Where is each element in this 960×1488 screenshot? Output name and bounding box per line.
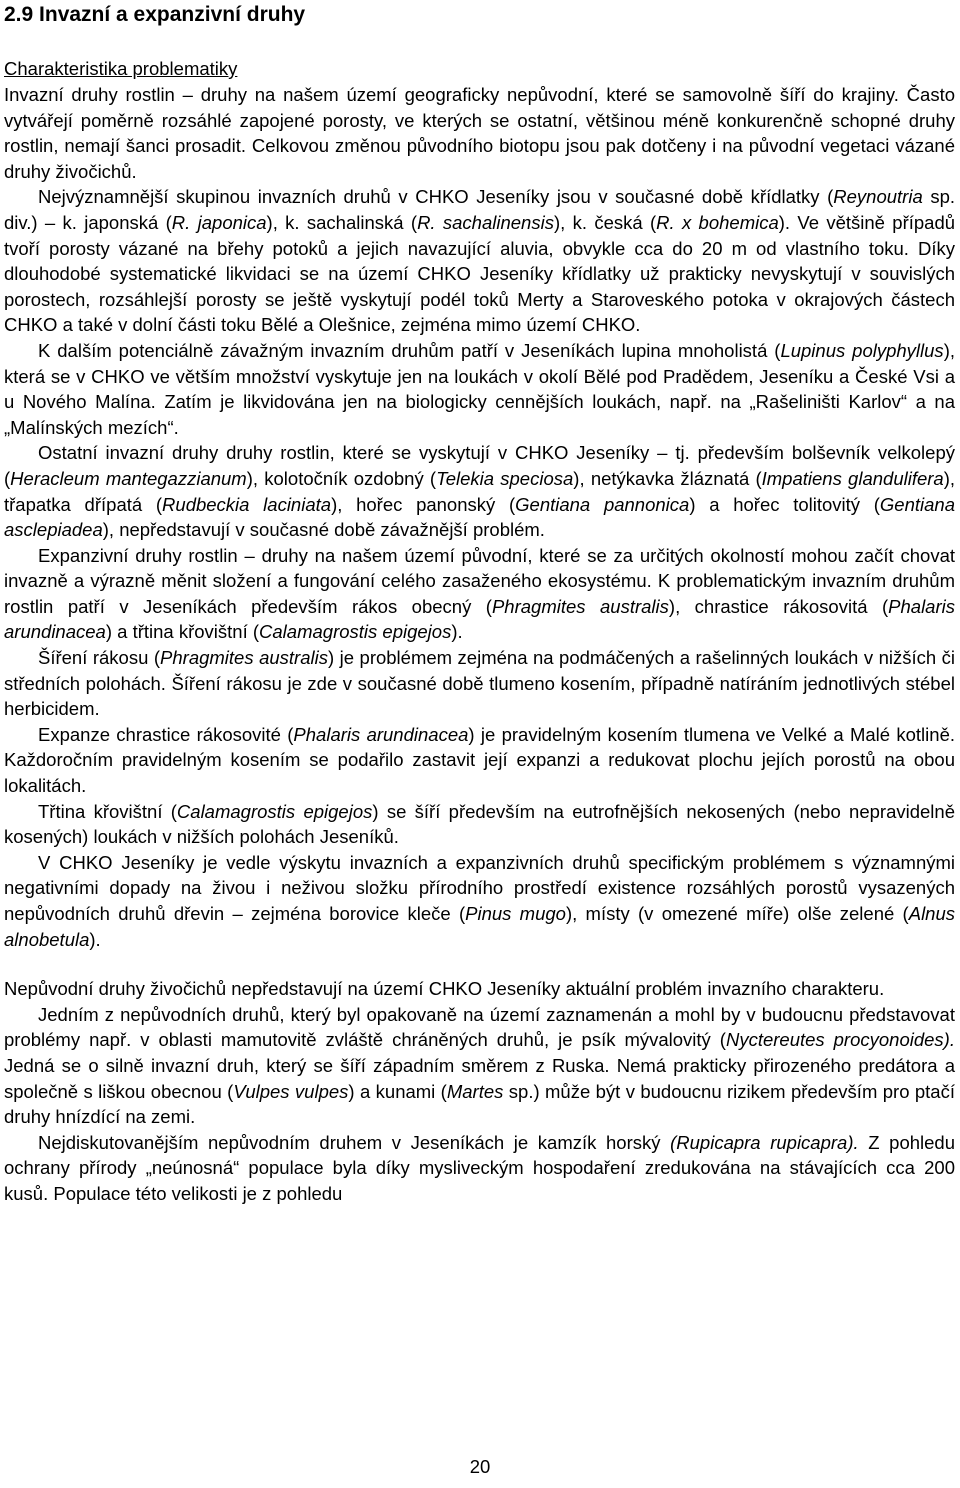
paragraph-expansive-definition: Expanzivní druhy rostlin – druhy na našem území původní, které se za určitých okolností mohou začít chovat invazně a výrazně měnit složení a fungování celého zasaženého ekosystému. K problematickým invazním druhům rostlin patří v Jeseníkách především rákos obecný (Phragmites australis), chrastice rákosovitá (Phalaris arundinacea) a třtina křovištní (Calamagrostis epigejos). <box>4 544 955 643</box>
paragraph-raccoon-dog: Jedním z nepůvodních druhů, který byl opakovaně na území zaznamenán a mohl by v budoucnu představovat problémy např. v oblasti mamutovitě zvláště chráněných druhů, je psík mývalovitý (Nyctereutes procyonoides). Jedná se o silně invazní druh, který se šíří západním směrem z Ruska. Nemá prakticky přirozeného predátora a společně s liškou obecnou (Vulpes vulpes) a kunami (Martes sp.) může být v budoucnu rizikem především pro ptačí druhy hnízdící na zemi. <box>4 1003 955 1128</box>
latin-name: R. japonica <box>171 211 267 233</box>
latin-name: Calamagrostis epigejos <box>259 621 452 643</box>
latin-name: Martes <box>446 1080 504 1102</box>
latin-name: Telekia speciosa <box>436 467 574 489</box>
latin-name: Alnus alnobetula <box>4 903 956 950</box>
latin-name: Phalaris arundinacea <box>293 723 469 745</box>
latin-name: Lupinus polyphyllus <box>780 339 944 361</box>
paragraph-invasive-definition: Invazní druhy rostlin – druhy na našem území geograficky nepůvodní, které se samovolně šíří do krajiny. Často vytvářejí poměrně rozsáhlé zapojené porosty, ve kterých se ostatní, většinou méně konkurenčně schopné druhy rostlin, nemají šanci prosadit. Celkovou změnou původního biotopu jsou pak dotčeny i na původní vegetaci vázané druhy živočichů. <box>4 84 955 182</box>
latin-name: Heracleum mantegazzianum <box>10 467 247 489</box>
latin-name: Rudbeckia laciniata <box>162 493 332 515</box>
paragraph-chamois: Nejdiskutovanějším nepůvodním druhem v Jeseníkách je kamzík horský (Rupicapra rupicapra). Z pohledu ochrany přírody „neúnosná“ populace byla díky mysliveckým hospodaření zredukována na stávajících cca 200 kusů. Populace této velikosti je z pohledu <box>4 1131 955 1204</box>
paragraph-reed: Šíření rákosu (Phragmites australis) je problémem zejména na podmáčených a rašelinných loukách v nižších či středních polohách. Šíření rákosu je zde v současné době tlumeno kosením, případně natíráním jednotlivých stébel herbicidem. <box>4 647 956 720</box>
latin-name: Nyctereutes procyonoides). <box>725 1029 955 1051</box>
latin-name: R. x bohemica <box>656 211 779 233</box>
document-page <box>4 0 956 1488</box>
paragraph-animals-intro: Nepůvodní druhy živočichů nepředstavují na území CHKO Jeseníky aktuální problém invazního charakteru. <box>4 978 885 1000</box>
page-number: 20 <box>469 1456 491 1477</box>
latin-name: Vulpes vulpes <box>233 1080 349 1102</box>
latin-name: R. sachalinensis <box>417 211 554 233</box>
latin-name: Pinus mugo <box>465 903 566 924</box>
latin-name: Calamagrostis epigejos <box>176 800 373 822</box>
body-text <box>4 82 955 1207</box>
latin-name: Impatiens glandulifera <box>761 467 944 489</box>
paragraph-non-native-trees: V CHKO Jeseníky je vedle výskytu invazních a expanzivních druhů specifickým problémem s významnými negativními dopady na živou i neživou složku přírodního prostředí existence rozsáhlých porostů vysazených nepůvodních druhů dřevin – zejména borovice kleče (Pinus mugo), místy (v omezené míře) olše zelené (Alnus alnobetula). <box>4 851 956 950</box>
latin-name: Reynoutria <box>833 186 923 208</box>
paragraph-lupine: K dalším potenciálně závažným invazním druhům patří v Jeseníkách lupina mnoholistá (Lupinus polyphyllus), která se v CHKO ve větším množství vyskytuje jen na loukách v okolí Bělé pod Pradědem, Jeseníku a České Vsi a u Nového Malína. Zatím je likvidována jen na biologicky cennějších loukách, např. na „Rašeliništi Karlov“ a na „Malínských mezích“. <box>4 339 955 438</box>
latin-name: (Rupicapra rupicapra). <box>670 1131 859 1153</box>
paragraph-wood-smallreed: Třtina křovištní (Calamagrostis epigejos) se šíří především na eutrofnějších nekosených (nebo nepravidelně kosených) loukách v nižších polohách Jeseníků. <box>4 800 955 848</box>
section-heading: 2.9 Invazní a expanzivní druhy <box>4 3 306 26</box>
latin-name: Phragmites australis <box>160 647 328 669</box>
paragraph-reed-canary-grass: Expanze chrastice rákosovité (Phalaris arundinacea) je pravidelným kosením tlumena ve Velké a Malé kotlině. Každoročním pravidelným kosením se podařilo zastavit její expanzi a redukovat plochu jejích porostů na obou lokalitách. <box>4 723 955 797</box>
paragraph-knotweeds: Nejvýznamnější skupinou invazních druhů v CHKO Jeseníky jsou v současné době křídlatky (Reynoutria sp. div.) – k. japonská (R. japonica), k. sachalinská (R. sachalinensis), k. česká (R. x bohemica). Ve většině případů tvoří porosty vázané na břehy potoků a jejich navazující aluvia, obvykle cca do 20 m od vlastního toku. Díky dlouhodobé systematické likvidaci se na území CHKO Jeseníky křídlatky už prakticky nevyskytují v souvislých porostech, rozsáhlejší porosty se ještě vyskytují podél toků Merty a Staroveského potoka v okrajových částech CHKO a také v dolní části toku Bělé a Olešnice, zejména mimo území CHKO. <box>4 186 956 336</box>
latin-name: Gentiana pannonica <box>515 493 690 515</box>
latin-name: Phalaris arundinacea <box>4 595 955 643</box>
latin-name: Gentiana asclepiadea <box>4 493 955 541</box>
subsection-heading: Charakteristika problematiky <box>4 58 238 79</box>
latin-name: Phragmites australis <box>491 595 669 617</box>
paragraph-other-invasive: Ostatní invazní druhy druhy rostlin, které se vyskytují v CHKO Jeseníky – tj. především bolševník velkolepý (Heracleum mantegazzianum), kolotočník ozdobný (Telekia speciosa), netýkavka žláznatá (Impatiens glandulifera), třapatka dřípatá (Rudbeckia laciniata), hořec panonský (Gentiana pannonica) a hořec tolitovitý (Gentiana asclepiadea), nepředstavují v současné době závažnější problém. <box>4 442 956 541</box>
